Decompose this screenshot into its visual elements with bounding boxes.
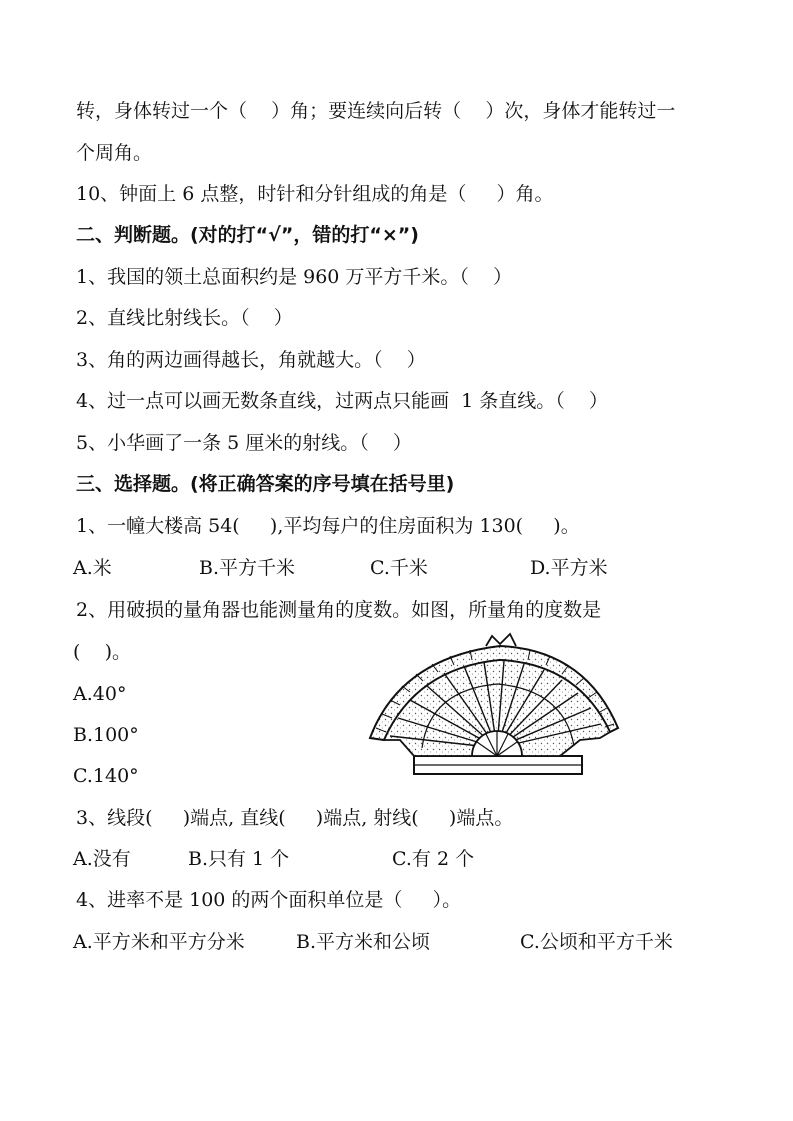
choice-q1-option-d: D.平方米 [530,557,608,579]
choice-q1-option-b: B.平方千米 [199,557,296,579]
q9-line1: 转，身体转过一个（ ）角；要连续向后转（ ）次，身体才能转过一 [76,100,676,122]
section-heading-choice: 三、选择题。(将正确答案的序号填在括号里) [76,473,455,495]
choice-q2-option-a: A.40° [73,683,127,705]
broken-protractor-icon [360,628,622,778]
choice-q2-option-c: C.140° [73,765,139,787]
choice-q4-option-a: A.平方米和平方分米 [73,931,245,953]
choice-q2-text: 2、用破损的量角器也能测量角的度数。如图，所量角的度数是 [76,599,602,621]
choice-q1-option-a: A.米 [73,557,112,579]
judgement-item-5: 5、小华画了一条 5 厘米的射线。（ ） [76,432,412,454]
choice-q1-text: 1、一幢大楼高 54( ),平均每户的住房面积为 130( )。 [76,515,580,537]
choice-q4-option-b: B.平方米和公顷 [296,931,431,953]
choice-q1-option-c: C.千米 [370,557,428,579]
choice-q3-option-c: C.有 2 个 [392,848,475,870]
choice-q4-option-c: C.公顷和平方千米 [520,931,673,953]
choice-q2-text-cont: ( )。 [73,641,131,663]
judgement-item-2: 2、直线比射线长。（ ） [76,307,293,329]
judgement-item-1: 1、我国的领土总面积约是 960 万平方千米。（ ） [76,266,513,288]
section-heading-judgement: 二、判断题。(对的打“√”，错的打“×”) [76,224,419,246]
choice-q4-text: 4、进率不是 100 的两个面积单位是（ ）。 [76,889,462,911]
judgement-item-3: 3、角的两边画得越长，角就越大。（ ） [76,349,426,371]
judgement-item-4: 4、过一点可以画无数条直线，过两点只能画 1 条直线。（ ） [76,390,608,412]
q10-text: 10、钟面上 6 点整，时针和分针组成的角是（ ）角。 [76,183,554,205]
choice-q3-option-b: B.只有 1 个 [188,848,290,870]
choice-q2-option-b: B.100° [73,724,139,746]
choice-q3-option-a: A.没有 [73,848,131,870]
choice-q3-text: 3、线段( )端点, 直线( )端点, 射线( )端点。 [76,807,514,829]
q9-line2: 个周角。 [76,142,153,164]
